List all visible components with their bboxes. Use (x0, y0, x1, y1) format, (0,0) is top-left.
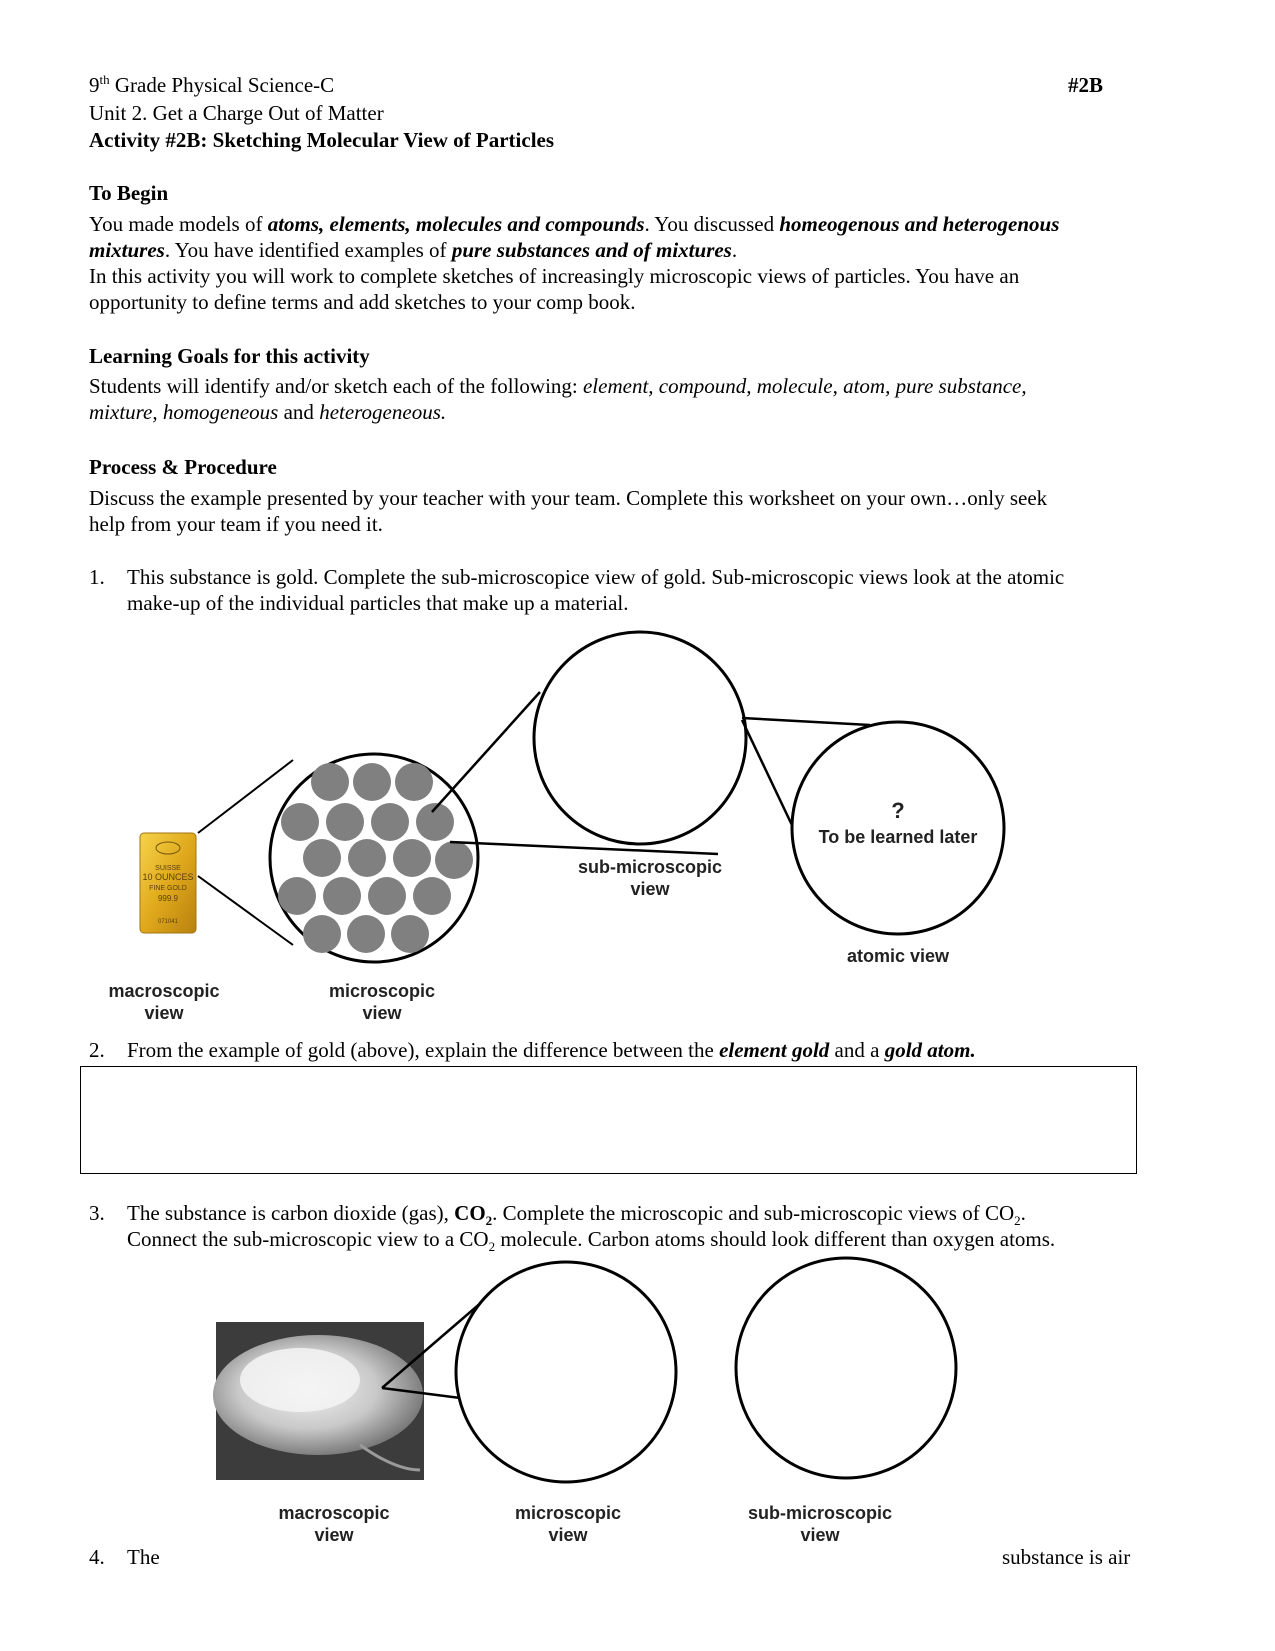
gold-particle (348, 839, 386, 877)
label-line: sub-microscopic (747, 1503, 893, 1523)
text-run: . You discussed (644, 212, 780, 236)
q1-line-1: This substance is gold. Complete the sub-microscopice view of gold. Sub-microscopic views look at the atomic (127, 565, 1065, 589)
gold-bar-text-1: SUISSE (155, 865, 181, 872)
text-run: . (1020, 1201, 1026, 1225)
gold-particle (391, 915, 429, 953)
text-run: From the example of gold (above), explain the difference between the (127, 1038, 720, 1062)
subscript: 2 (485, 1213, 493, 1229)
text-run: and (278, 400, 320, 424)
co2-microscopic-circle (456, 1262, 676, 1482)
gold-bar-text-5: 071041 (157, 919, 179, 925)
text-run: Connect the sub-microscopic view to a CO (127, 1227, 489, 1251)
grade-number: 9 (89, 73, 100, 97)
label-line: view (800, 1525, 840, 1545)
text-run-emphasis: mixtures (89, 238, 165, 262)
text-run-emphasis: atoms, elements, molecules and compounds (267, 212, 645, 236)
text-run-emphasis: pure substances and of mixtures (451, 238, 732, 262)
sub-microscopic-label (560, 856, 740, 900)
gold-particle (323, 877, 361, 915)
gold-particle (303, 839, 341, 877)
gold-bar-text-3: FINE GOLD (149, 885, 187, 892)
goals-heading: Learning Goals for this activity (89, 344, 370, 368)
connector-line (742, 718, 870, 725)
text-run-italic: heterogeneous. (319, 400, 447, 424)
co2-macroscopic-label (264, 1502, 404, 1546)
gold-bar-text-2: 10 OUNCES (142, 872, 194, 882)
label-line: view (362, 1003, 402, 1023)
q2-text (127, 1038, 976, 1063)
label-line: view (548, 1525, 588, 1545)
text-run: . (731, 238, 738, 262)
text-run: The substance is carbon dioxide (gas), (127, 1201, 455, 1225)
unit-title: Unit 2. Get a Charge Out of Matter (89, 101, 384, 125)
text-run-italic: element, compound, molecule, atom, pure substance, (582, 374, 1027, 398)
q4-number: 4. (89, 1545, 105, 1569)
co2-sub-microscopic-label (730, 1502, 910, 1546)
to-begin-line-4: opportunity to define terms and add sketches to your comp book. (89, 290, 636, 314)
q4-end: substance is air (1002, 1545, 1131, 1569)
gold-particle (278, 877, 316, 915)
label-line: microscopic (328, 981, 436, 1001)
process-line-2: help from your team if you need it. (89, 512, 383, 536)
question-mark: ? (891, 798, 905, 823)
gold-particle (347, 915, 385, 953)
macroscopic-label (94, 980, 234, 1024)
gold-bar-text-4: 999.9 (157, 894, 179, 903)
q2-number: 2. (89, 1038, 105, 1062)
atomic-view-label: atomic view (846, 946, 950, 966)
gold-particle (393, 839, 431, 877)
connector-line (450, 842, 718, 854)
label-line: view (144, 1003, 184, 1023)
gold-particle (435, 841, 473, 879)
course-title: Grade Physical Science-C (109, 73, 335, 97)
label-line: microscopic (514, 1503, 622, 1523)
gold-particle (395, 763, 433, 801)
to-begin-heading: To Begin (89, 181, 169, 205)
label-line: sub-microscopic (577, 857, 723, 877)
gold-particle (281, 803, 319, 841)
q3-line-1 (127, 1201, 1026, 1229)
grade-superscript: th (99, 72, 110, 87)
label-line: macroscopic (108, 981, 220, 1001)
sub-microscopic-view-circle (534, 632, 746, 844)
gold-bar-image (140, 833, 196, 933)
label-line: view (630, 879, 670, 899)
q3-line-2 (127, 1227, 1056, 1255)
text-run: and a (829, 1038, 885, 1062)
gold-particle (413, 877, 451, 915)
text-run: molecule. Carbon atoms should look different than oxygen atoms. (495, 1227, 1056, 1251)
text-run-italic: mixture, homogeneous (89, 400, 279, 424)
co2-microscopic-label (498, 1502, 638, 1546)
q1-number: 1. (89, 565, 105, 589)
connector-line (432, 692, 540, 812)
to-be-learned-later: To be learned later (818, 827, 978, 847)
q1-line-2: make-up of the individual particles that make up a material. (127, 591, 629, 615)
gold-particle (353, 763, 391, 801)
co2-formula (454, 1201, 493, 1229)
process-line-1: Discuss the example presented by your teacher with your team. Complete this worksheet on your own…only seek (89, 486, 1048, 510)
process-heading: Process & Procedure (89, 455, 277, 479)
gold-particle (326, 803, 364, 841)
gold-particle (311, 763, 349, 801)
to-begin-line-3: In this activity you will work to complete sketches of increasingly microscopic views of particles. You have an (89, 264, 1020, 288)
gold-particle (303, 915, 341, 953)
subscript: 2 (488, 1239, 496, 1255)
activity-code: #2B (1068, 73, 1104, 97)
activity-title: Activity #2B: Sketching Molecular View of Particles (89, 128, 555, 152)
q2-answer-box[interactable] (80, 1066, 1137, 1174)
text-run-emphasis: element gold (719, 1038, 830, 1062)
label-line: view (314, 1525, 354, 1545)
dry-ice-photo (213, 1322, 424, 1480)
text-run: CO (454, 1201, 486, 1225)
q3-number: 3. (89, 1201, 105, 1225)
text-run: You made models of (89, 212, 268, 236)
q4-start: The (127, 1545, 160, 1569)
microscopic-label (312, 980, 452, 1024)
label-line: macroscopic (278, 1503, 390, 1523)
text-run: . You have identified examples of (164, 238, 452, 262)
text-run-emphasis: homeogenous and heterogenous (779, 212, 1060, 236)
co2-sub-microscopic-circle (736, 1258, 956, 1478)
subscript: 2 (1014, 1213, 1021, 1229)
text-run-emphasis: gold atom. (884, 1038, 976, 1062)
text-run: Students will identify and/or sketch each of the following: (89, 374, 583, 398)
text-run: . Complete the microscopic and sub-microscopic views of CO (492, 1201, 1015, 1225)
gold-particle (368, 877, 406, 915)
gold-particle (371, 803, 409, 841)
